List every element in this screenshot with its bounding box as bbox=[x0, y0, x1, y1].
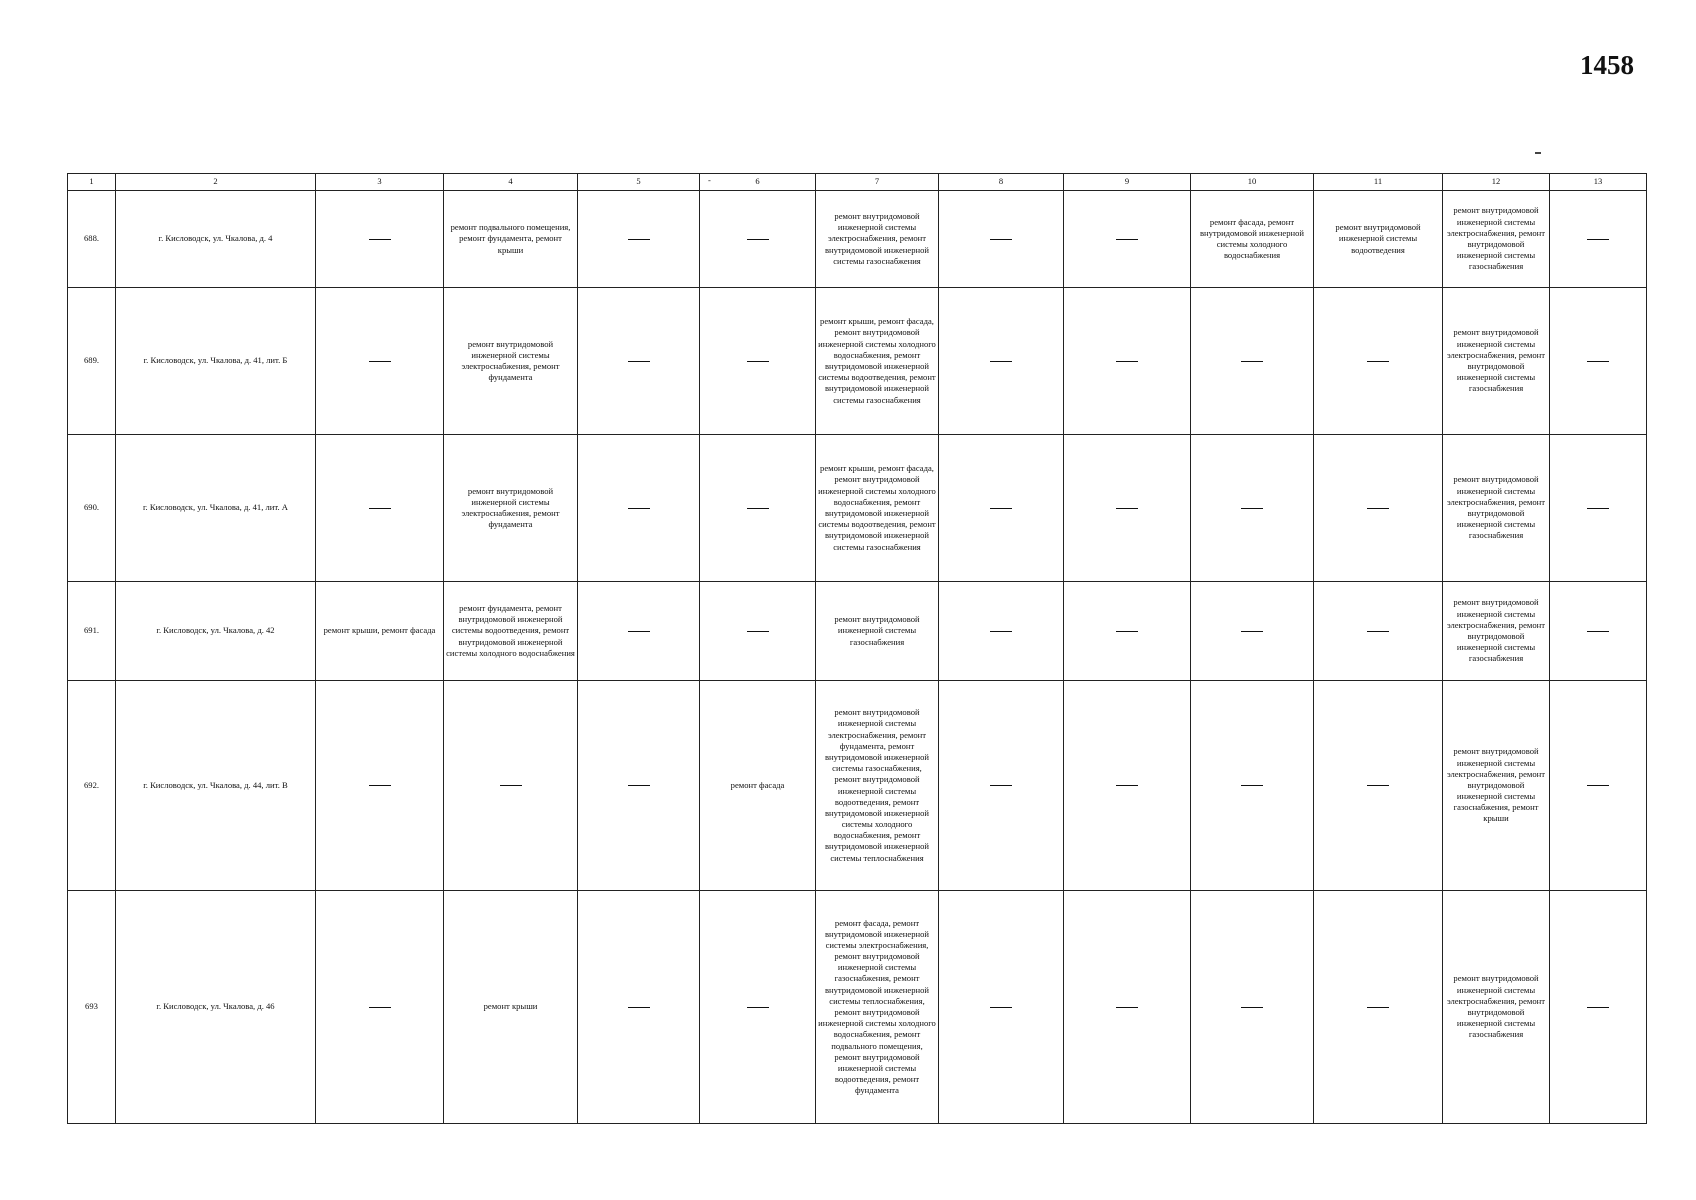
work-cell-col-6 bbox=[700, 582, 816, 681]
address-cell: г. Кисловодск, ул. Чкалова, д. 41, лит. А bbox=[116, 435, 316, 582]
empty-dash bbox=[1367, 508, 1389, 509]
capital-repair-table bbox=[67, 173, 1647, 1124]
column-number-row bbox=[68, 174, 1647, 191]
empty-dash bbox=[1116, 1007, 1138, 1008]
work-cell-col-12: ремонт внутридомовой инженерной системы электроснабжения, ремонт внутридомовой инженерной системы газоснабжения bbox=[1443, 288, 1550, 435]
col-header-8: 8 bbox=[939, 174, 1064, 191]
row-number: 690. bbox=[68, 435, 116, 582]
empty-dash bbox=[1367, 785, 1389, 786]
table-row bbox=[68, 681, 1647, 891]
empty-dash bbox=[1367, 361, 1389, 362]
scan-speck bbox=[1535, 152, 1541, 154]
work-cell-col-9 bbox=[1064, 191, 1191, 288]
row-number: 689. bbox=[68, 288, 116, 435]
empty-dash bbox=[990, 361, 1012, 362]
work-cell-col-4: ремонт крыши bbox=[444, 891, 578, 1124]
work-cell-col-5 bbox=[578, 582, 700, 681]
col-header-12: 12 bbox=[1443, 174, 1550, 191]
work-cell-col-13 bbox=[1550, 891, 1647, 1124]
col-header-6-mark: - bbox=[708, 175, 711, 185]
work-cell-col-7: ремонт внутридомовой инженерной системы электроснабжения, ремонт фундамента, ремонт внутридомовой инженерной системы газоснабжения, ремонт внутридомовой инженерной системы водоотведения, ремонт внутридомовой инженерной системы холодного водоснабжения, ремонт внутридомовой инженерной системы теплоснабжения bbox=[816, 681, 939, 891]
work-cell-col-3 bbox=[316, 891, 444, 1124]
work-cell-col-4 bbox=[444, 681, 578, 891]
empty-dash bbox=[990, 1007, 1012, 1008]
empty-dash bbox=[990, 508, 1012, 509]
empty-dash bbox=[369, 508, 391, 509]
work-cell-col-3 bbox=[316, 435, 444, 582]
work-cell-col-10: ремонт фасада, ремонт внутридомовой инженерной системы холодного водоснабжения bbox=[1191, 191, 1314, 288]
empty-dash bbox=[1587, 1007, 1609, 1008]
work-cell-col-8 bbox=[939, 191, 1064, 288]
work-cell-col-7: ремонт крыши, ремонт фасада, ремонт внутридомовой инженерной системы холодного водоснабжения, ремонт внутридомовой инженерной системы водоотведения, ремонт внутридомовой инженерной системы газоснабжения bbox=[816, 288, 939, 435]
empty-dash bbox=[1241, 361, 1263, 362]
work-cell-col-10 bbox=[1191, 681, 1314, 891]
work-cell-col-5 bbox=[578, 288, 700, 435]
empty-dash bbox=[628, 1007, 650, 1008]
work-cell-col-12: ремонт внутридомовой инженерной системы электроснабжения, ремонт внутридомовой инженерной системы газоснабжения bbox=[1443, 191, 1550, 288]
work-cell-col-5 bbox=[578, 435, 700, 582]
empty-dash bbox=[1241, 785, 1263, 786]
row-number: 693 bbox=[68, 891, 116, 1124]
work-cell-col-10 bbox=[1191, 288, 1314, 435]
empty-dash bbox=[1116, 631, 1138, 632]
empty-dash bbox=[1587, 239, 1609, 240]
work-cell-col-12: ремонт внутридомовой инженерной системы электроснабжения, ремонт внутридомовой инженерной системы газоснабжения, ремонт крыши bbox=[1443, 681, 1550, 891]
address-cell: г. Кисловодск, ул. Чкалова, д. 4 bbox=[116, 191, 316, 288]
empty-dash bbox=[747, 361, 769, 362]
work-cell-col-11 bbox=[1314, 681, 1443, 891]
empty-dash bbox=[628, 239, 650, 240]
empty-dash bbox=[369, 239, 391, 240]
empty-dash bbox=[1241, 1007, 1263, 1008]
work-cell-col-3 bbox=[316, 681, 444, 891]
col-header-13: 13 bbox=[1550, 174, 1647, 191]
empty-dash bbox=[1587, 361, 1609, 362]
work-cell-col-10 bbox=[1191, 891, 1314, 1124]
empty-dash bbox=[1116, 785, 1138, 786]
col-header-5: 5 bbox=[578, 174, 700, 191]
empty-dash bbox=[369, 1007, 391, 1008]
work-cell-col-4: ремонт фундамента, ремонт внутридомовой инженерной системы водоотведения, ремонт внутридомовой инженерной системы холодного водоснабжения bbox=[444, 582, 578, 681]
row-number: 692. bbox=[68, 681, 116, 891]
empty-dash bbox=[1241, 508, 1263, 509]
empty-dash bbox=[500, 785, 522, 786]
empty-dash bbox=[747, 508, 769, 509]
work-cell-col-6 bbox=[700, 191, 816, 288]
empty-dash bbox=[1116, 361, 1138, 362]
work-cell-col-8 bbox=[939, 891, 1064, 1124]
work-cell-col-7: ремонт фасада, ремонт внутридомовой инженерной системы электроснабжения, ремонт внутридомовой инженерной системы газоснабжения, ремонт внутридомовой инженерной системы теплоснабжения, ремонт внутридомовой инженерной системы холодного водоснабжения, ремонт подвального помещения, ремонт внутридомовой инженерной системы водоотведения, ремонт фундамента bbox=[816, 891, 939, 1124]
col-header-6-label: 6 bbox=[755, 176, 760, 187]
empty-dash bbox=[990, 785, 1012, 786]
empty-dash bbox=[628, 631, 650, 632]
work-cell-col-11 bbox=[1314, 891, 1443, 1124]
work-cell-col-4: ремонт подвального помещения, ремонт фундамента, ремонт крыши bbox=[444, 191, 578, 288]
work-cell-col-9 bbox=[1064, 288, 1191, 435]
empty-dash bbox=[1241, 631, 1263, 632]
empty-dash bbox=[628, 785, 650, 786]
table-row bbox=[68, 191, 1647, 288]
row-number: 691. bbox=[68, 582, 116, 681]
work-cell-col-11 bbox=[1314, 288, 1443, 435]
address-cell: г. Кисловодск, ул. Чкалова, д. 41, лит. Б bbox=[116, 288, 316, 435]
empty-dash bbox=[1367, 1007, 1389, 1008]
work-cell-col-4: ремонт внутридомовой инженерной системы электроснабжения, ремонт фундамента bbox=[444, 288, 578, 435]
empty-dash bbox=[369, 361, 391, 362]
col-header-3: 3 bbox=[316, 174, 444, 191]
empty-dash bbox=[1116, 239, 1138, 240]
work-cell-col-7: ремонт внутридомовой инженерной системы газоснабжения bbox=[816, 582, 939, 681]
work-cell-col-13 bbox=[1550, 435, 1647, 582]
empty-dash bbox=[369, 785, 391, 786]
work-cell-col-13 bbox=[1550, 288, 1647, 435]
work-cell-col-7: ремонт внутридомовой инженерной системы электроснабжения, ремонт внутридомовой инженерной системы газоснабжения bbox=[816, 191, 939, 288]
work-cell-col-6 bbox=[700, 891, 816, 1124]
empty-dash bbox=[1587, 785, 1609, 786]
work-cell-col-5 bbox=[578, 681, 700, 891]
empty-dash bbox=[747, 1007, 769, 1008]
row-number: 688. bbox=[68, 191, 116, 288]
work-cell-col-3 bbox=[316, 288, 444, 435]
work-cell-col-5 bbox=[578, 891, 700, 1124]
col-header-7: 7 bbox=[816, 174, 939, 191]
empty-dash bbox=[628, 508, 650, 509]
address-cell: г. Кисловодск, ул. Чкалова, д. 42 bbox=[116, 582, 316, 681]
work-cell-col-9 bbox=[1064, 681, 1191, 891]
work-cell-col-13 bbox=[1550, 582, 1647, 681]
col-header-1: 1 bbox=[68, 174, 116, 191]
work-cell-col-10 bbox=[1191, 435, 1314, 582]
table-row bbox=[68, 582, 1647, 681]
work-cell-col-5 bbox=[578, 191, 700, 288]
col-header-2: 2 bbox=[116, 174, 316, 191]
work-cell-col-3 bbox=[316, 191, 444, 288]
work-cell-col-10 bbox=[1191, 582, 1314, 681]
empty-dash bbox=[990, 631, 1012, 632]
col-header-4: 4 bbox=[444, 174, 578, 191]
table-row bbox=[68, 891, 1647, 1124]
work-cell-col-13 bbox=[1550, 191, 1647, 288]
work-cell-col-6 bbox=[700, 288, 816, 435]
empty-dash bbox=[628, 361, 650, 362]
col-header-6 bbox=[700, 174, 816, 191]
table-row bbox=[68, 288, 1647, 435]
empty-dash bbox=[747, 239, 769, 240]
work-cell-col-3: ремонт крыши, ремонт фасада bbox=[316, 582, 444, 681]
empty-dash bbox=[1587, 631, 1609, 632]
work-cell-col-9 bbox=[1064, 891, 1191, 1124]
empty-dash bbox=[1367, 631, 1389, 632]
work-cell-col-11 bbox=[1314, 435, 1443, 582]
page-number: 1458 bbox=[1580, 50, 1634, 80]
work-cell-col-8 bbox=[939, 288, 1064, 435]
empty-dash bbox=[1587, 508, 1609, 509]
empty-dash bbox=[990, 239, 1012, 240]
table-row bbox=[68, 435, 1647, 582]
work-cell-col-12: ремонт внутридомовой инженерной системы электроснабжения, ремонт внутридомовой инженерной системы газоснабжения bbox=[1443, 891, 1550, 1124]
address-cell: г. Кисловодск, ул. Чкалова, д. 44, лит. В bbox=[116, 681, 316, 891]
work-cell-col-13 bbox=[1550, 681, 1647, 891]
work-cell-col-11: ремонт внутридомовой инженерной системы водоотведения bbox=[1314, 191, 1443, 288]
work-cell-col-6: ремонт фасада bbox=[700, 681, 816, 891]
work-cell-col-7: ремонт крыши, ремонт фасада, ремонт внутридомовой инженерной системы холодного водоснабжения, ремонт внутридомовой инженерной системы водоотведения, ремонт внутридомовой инженерной системы газоснабжения bbox=[816, 435, 939, 582]
work-cell-col-9 bbox=[1064, 435, 1191, 582]
table-body bbox=[68, 191, 1647, 1124]
work-cell-col-4: ремонт внутридомовой инженерной системы электроснабжения, ремонт фундамента bbox=[444, 435, 578, 582]
empty-dash bbox=[1116, 508, 1138, 509]
work-cell-col-11 bbox=[1314, 582, 1443, 681]
col-header-11: 11 bbox=[1314, 174, 1443, 191]
empty-dash bbox=[747, 631, 769, 632]
work-cell-col-8 bbox=[939, 435, 1064, 582]
work-cell-col-8 bbox=[939, 582, 1064, 681]
col-header-10: 10 bbox=[1191, 174, 1314, 191]
work-cell-col-9 bbox=[1064, 582, 1191, 681]
work-cell-col-12: ремонт внутридомовой инженерной системы электроснабжения, ремонт внутридомовой инженерной системы газоснабжения bbox=[1443, 582, 1550, 681]
work-cell-col-12: ремонт внутридомовой инженерной системы электроснабжения, ремонт внутридомовой инженерной системы газоснабжения bbox=[1443, 435, 1550, 582]
work-cell-col-6 bbox=[700, 435, 816, 582]
address-cell: г. Кисловодск, ул. Чкалова, д. 46 bbox=[116, 891, 316, 1124]
col-header-9: 9 bbox=[1064, 174, 1191, 191]
work-cell-col-8 bbox=[939, 681, 1064, 891]
